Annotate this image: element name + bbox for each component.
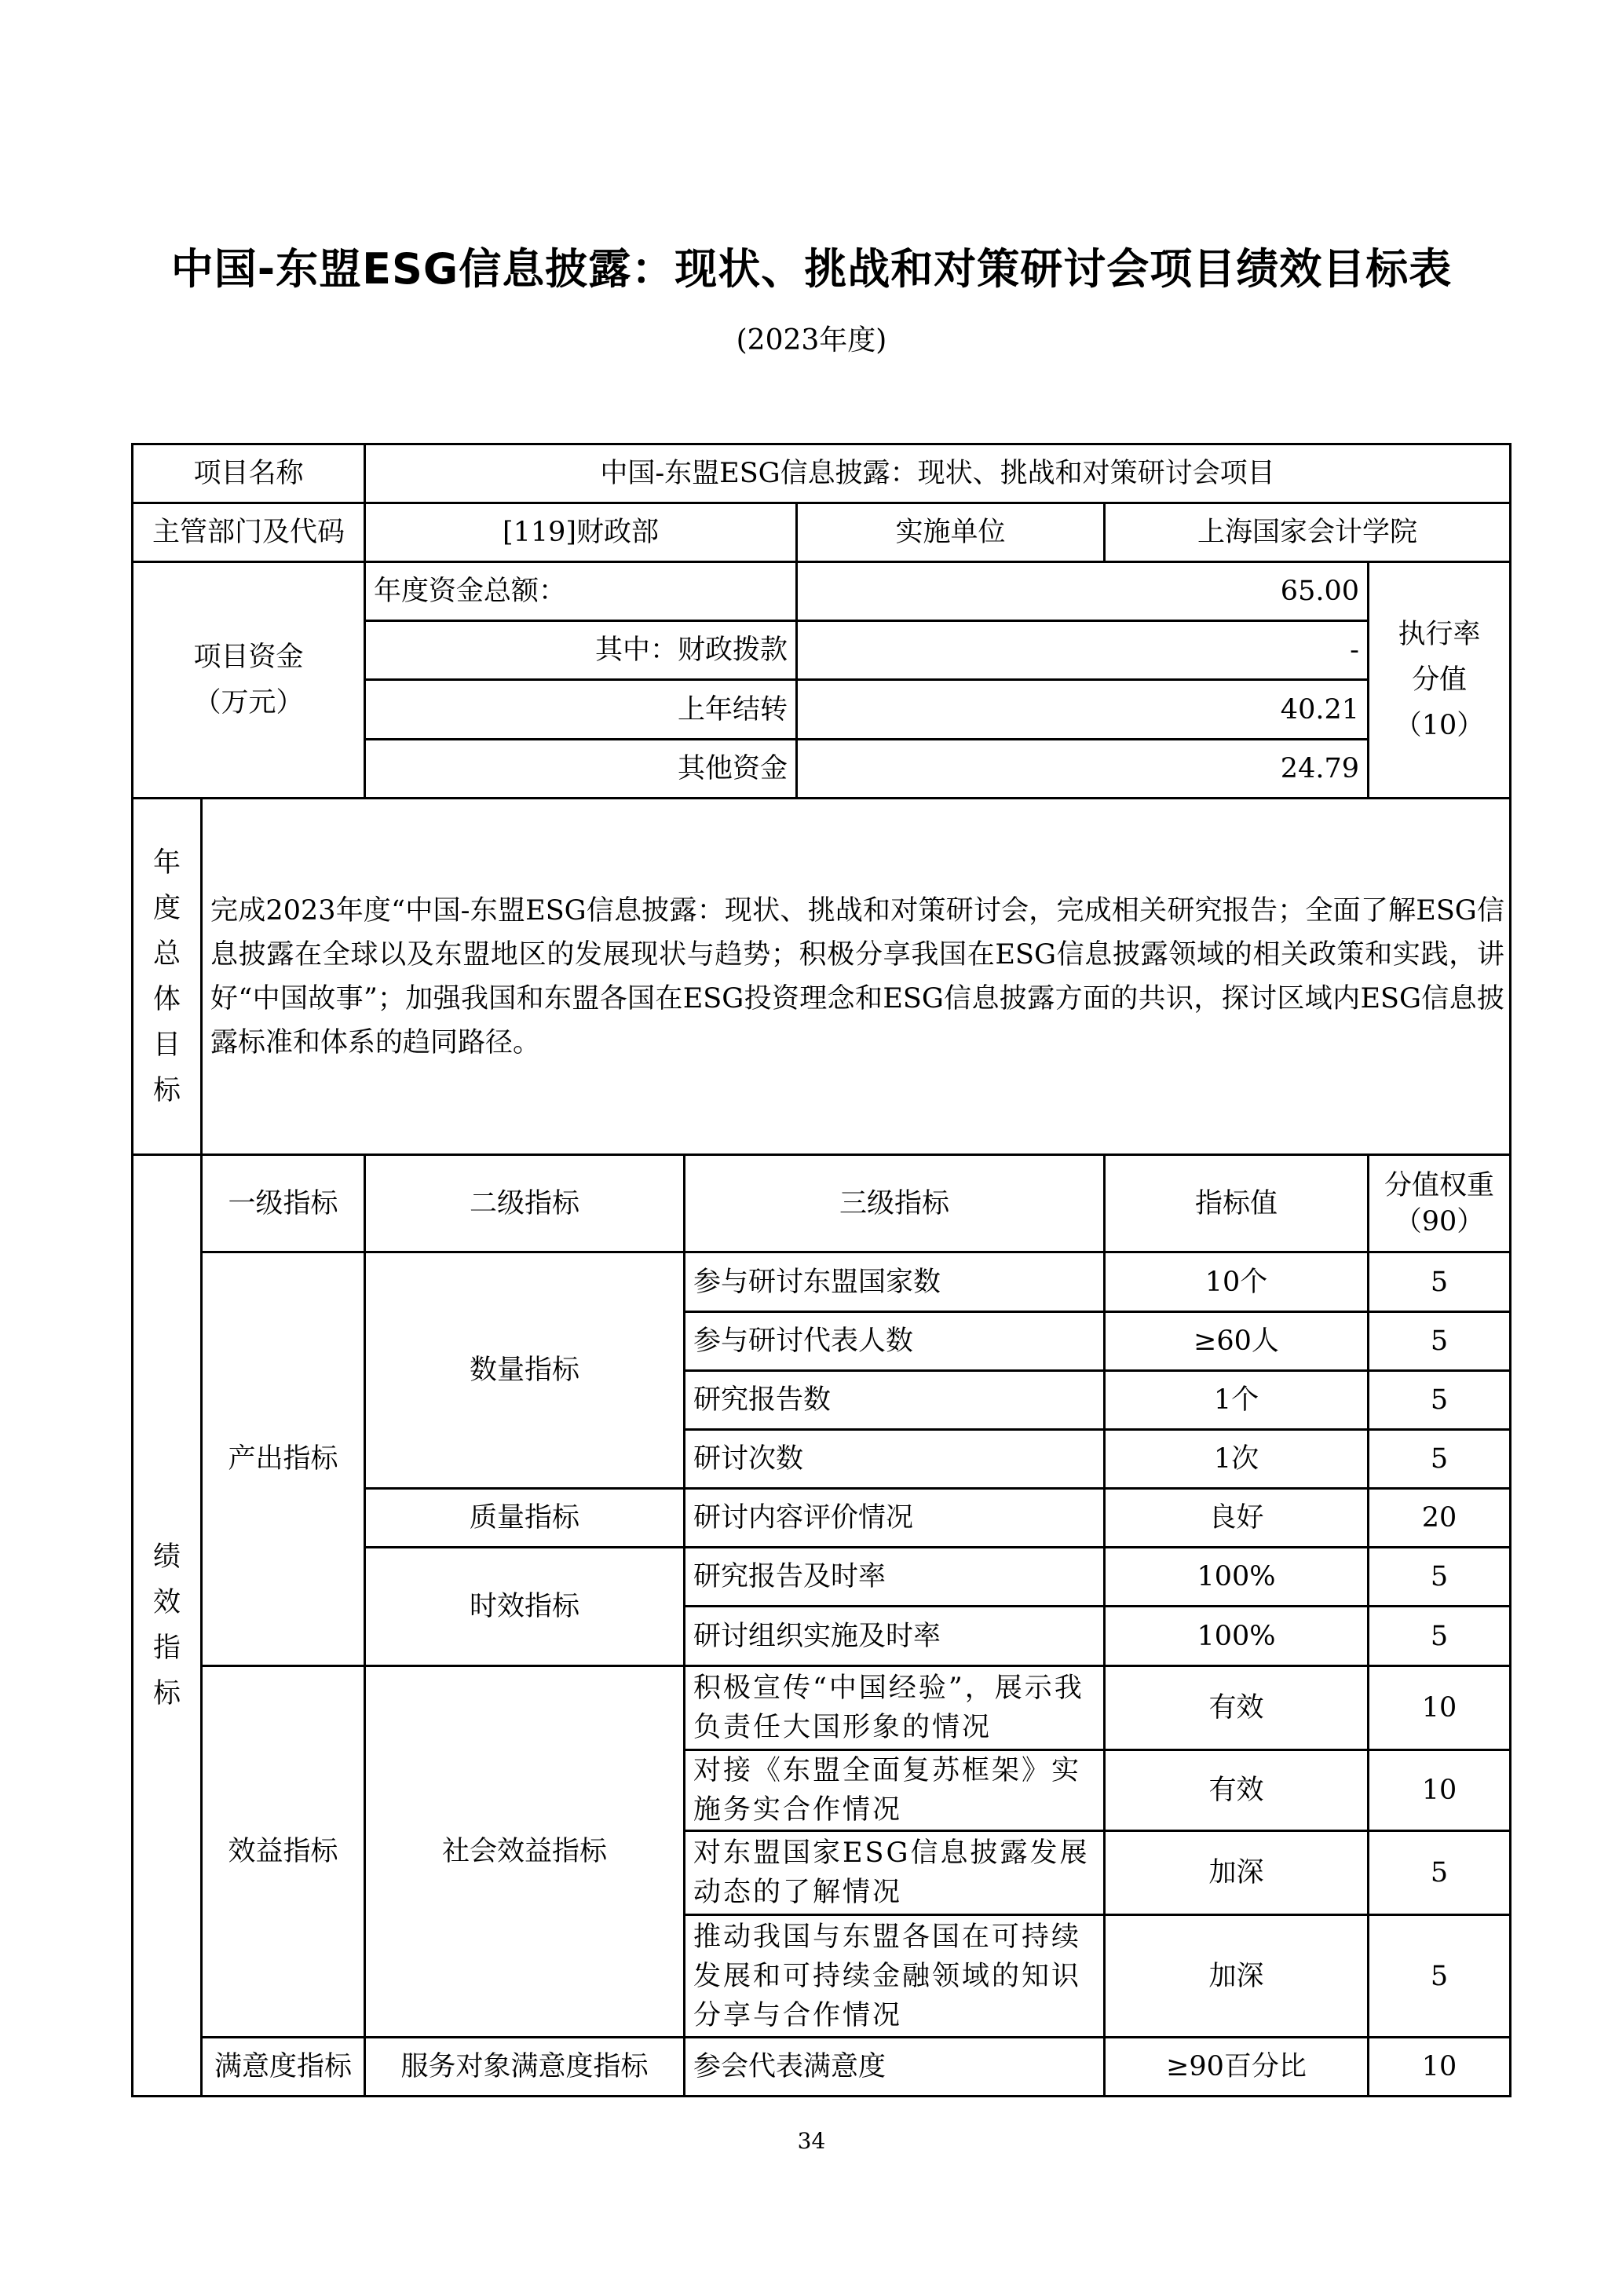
- funds-row-value: 65.00: [795, 561, 1369, 622]
- indicators-label-char: 指: [152, 1632, 181, 1664]
- annual-goal-label-char: 标: [152, 1074, 181, 1106]
- indicator-row-weight: 5: [1367, 1311, 1512, 1372]
- header-weight-line2: （90）: [1394, 1205, 1485, 1238]
- level2-quantity: 数量指标: [364, 1251, 685, 1490]
- execution-rate-label: [1367, 561, 1512, 799]
- level2-quality: 质量指标: [364, 1487, 685, 1548]
- annual-goal-label-char: 度: [152, 892, 181, 924]
- annual-goal-text: 完成2023年度“中国-东盟ESG信息披露：现状、挑战和对策研讨会，完成相关研究报告；全面了解ESG信息披露在全球以及东盟地区的发展现状与趋势；积极分享我国在ESG信息披露领域的相关政策和实践，讲好“中国故事”；加强我国和东盟各国在ESG投资理念和ESG信息披露方面的共识，探讨区域内ESG信息披露标准和体系的趋同路径。: [200, 797, 1512, 1156]
- indicator-row-weight: 10: [1367, 1749, 1512, 1832]
- level2-timeliness: 时效指标: [364, 1546, 685, 1667]
- indicator-row-name: 对接《东盟全面复苏框架》实施务实合作情况: [683, 1749, 1106, 1832]
- indicator-row-value: 加深: [1103, 1830, 1369, 1916]
- page-subtitle: (2023年度): [736, 324, 887, 356]
- indicator-row-value: 1次: [1103, 1428, 1369, 1490]
- funds-row-label: 年度资金总额：: [364, 561, 798, 622]
- indicator-row-name: 研讨次数: [683, 1428, 1106, 1490]
- indicators-label-char: 绩: [152, 1541, 181, 1573]
- indicator-row-weight: 5: [1367, 1914, 1512, 2038]
- indicator-row-name: 参与研讨东盟国家数: [683, 1251, 1106, 1313]
- annual-goal-label-char: 体: [152, 983, 181, 1015]
- indicator-row-name: 推动我国与东盟各国在可持续发展和可持续金融领域的知识分享与合作情况: [683, 1914, 1106, 2038]
- indicators-label-char: 效: [152, 1587, 181, 1618]
- header-level1: 一级指标: [200, 1153, 366, 1253]
- annual-goal-label-char: 年: [152, 846, 181, 879]
- page-number: 34: [797, 2128, 826, 2154]
- indicators-label-char: 标: [152, 1678, 181, 1709]
- indicator-row-weight: 5: [1367, 1369, 1512, 1431]
- funds-row-label: 上年结转: [364, 678, 798, 740]
- indicator-row-name: 参与研讨代表人数: [683, 1311, 1106, 1372]
- indicator-row-weight: 5: [1367, 1830, 1512, 1916]
- indicator-row-value: ≥60人: [1103, 1311, 1369, 1372]
- annual-goal-label: [131, 797, 203, 1156]
- indicator-row-weight: 5: [1367, 1546, 1512, 1607]
- indicator-row-weight: 5: [1367, 1605, 1512, 1667]
- level1-output: 产出指标: [200, 1251, 366, 1667]
- indicator-row-weight: 10: [1367, 1665, 1512, 1751]
- indicators-label: [131, 1153, 203, 2097]
- indicator-row-value: 良好: [1103, 1487, 1369, 1548]
- indicator-row-name: 积极宣传“中国经验”，展示我负责任大国形象的情况: [683, 1665, 1106, 1751]
- dept-label: 主管部门及代码: [131, 502, 366, 563]
- level2-service-satisfaction: 服务对象满意度指标: [364, 2036, 685, 2097]
- indicator-row-weight: 5: [1367, 1428, 1512, 1490]
- indicator-row-value: 100%: [1103, 1546, 1369, 1607]
- dept-value: [119]财政部: [364, 502, 798, 563]
- page-title: 中国-东盟ESG信息披露：现状、挑战和对策研讨会项目绩效目标表: [170, 244, 1453, 294]
- indicator-row-name: 研讨组织实施及时率: [683, 1605, 1106, 1667]
- level1-benefit: 效益指标: [200, 1665, 366, 2038]
- header-weight: [1367, 1153, 1512, 1253]
- execution-rate-line2: 分值: [1411, 664, 1467, 696]
- indicator-row-name: 对东盟国家ESG信息披露发展动态的了解情况: [683, 1830, 1106, 1916]
- funds-label-line1: 项目资金: [193, 642, 304, 673]
- indicator-row-name: 研究报告及时率: [683, 1546, 1106, 1607]
- indicator-row-weight: 20: [1367, 1487, 1512, 1548]
- indicator-row-value: 有效: [1103, 1665, 1369, 1751]
- indicator-row-value: 10个: [1103, 1251, 1369, 1313]
- indicator-row-value: 1个: [1103, 1369, 1369, 1431]
- annual-goal-label-char: 总: [152, 938, 181, 970]
- indicator-row-weight: 5: [1367, 1251, 1512, 1313]
- indicator-row-name: 参会代表满意度: [683, 2036, 1106, 2097]
- annual-goal-label-char: 目: [152, 1029, 181, 1061]
- header-value: 指标值: [1103, 1153, 1369, 1253]
- funds-row-value: 40.21: [795, 678, 1369, 740]
- funds-row-label: 其他资金: [364, 738, 798, 799]
- funds-row-value: -: [795, 620, 1369, 681]
- indicator-row-value: 加深: [1103, 1914, 1369, 2038]
- project-name-label: 项目名称: [131, 443, 366, 504]
- indicator-row-value: ≥90百分比: [1103, 2036, 1369, 2097]
- level2-social-benefit: 社会效益指标: [364, 1665, 685, 2038]
- header-level2: 二级指标: [364, 1153, 685, 1253]
- header-weight-line1: 分值权重: [1384, 1169, 1494, 1201]
- indicator-row-value: 有效: [1103, 1749, 1369, 1832]
- impl-label: 实施单位: [795, 502, 1106, 563]
- execution-rate-line1: 执行率: [1398, 619, 1481, 650]
- indicator-row-weight: 10: [1367, 2036, 1512, 2097]
- execution-rate-line3: （10）: [1394, 710, 1485, 741]
- indicator-row-name: 研讨内容评价情况: [683, 1487, 1106, 1548]
- funds-row-value: 24.79: [795, 738, 1369, 799]
- funds-label: [131, 561, 366, 799]
- header-level3: 三级指标: [683, 1153, 1106, 1253]
- indicator-row-value: 100%: [1103, 1605, 1369, 1667]
- funds-label-line2: （万元）: [193, 687, 304, 718]
- project-name-value: 中国-东盟ESG信息披露：现状、挑战和对策研讨会项目: [364, 443, 1512, 504]
- funds-row-label: 其中：财政拨款: [364, 620, 798, 681]
- level1-satisfaction: 满意度指标: [200, 2036, 366, 2097]
- impl-value: 上海国家会计学院: [1103, 502, 1512, 563]
- indicator-row-name: 研究报告数: [683, 1369, 1106, 1431]
